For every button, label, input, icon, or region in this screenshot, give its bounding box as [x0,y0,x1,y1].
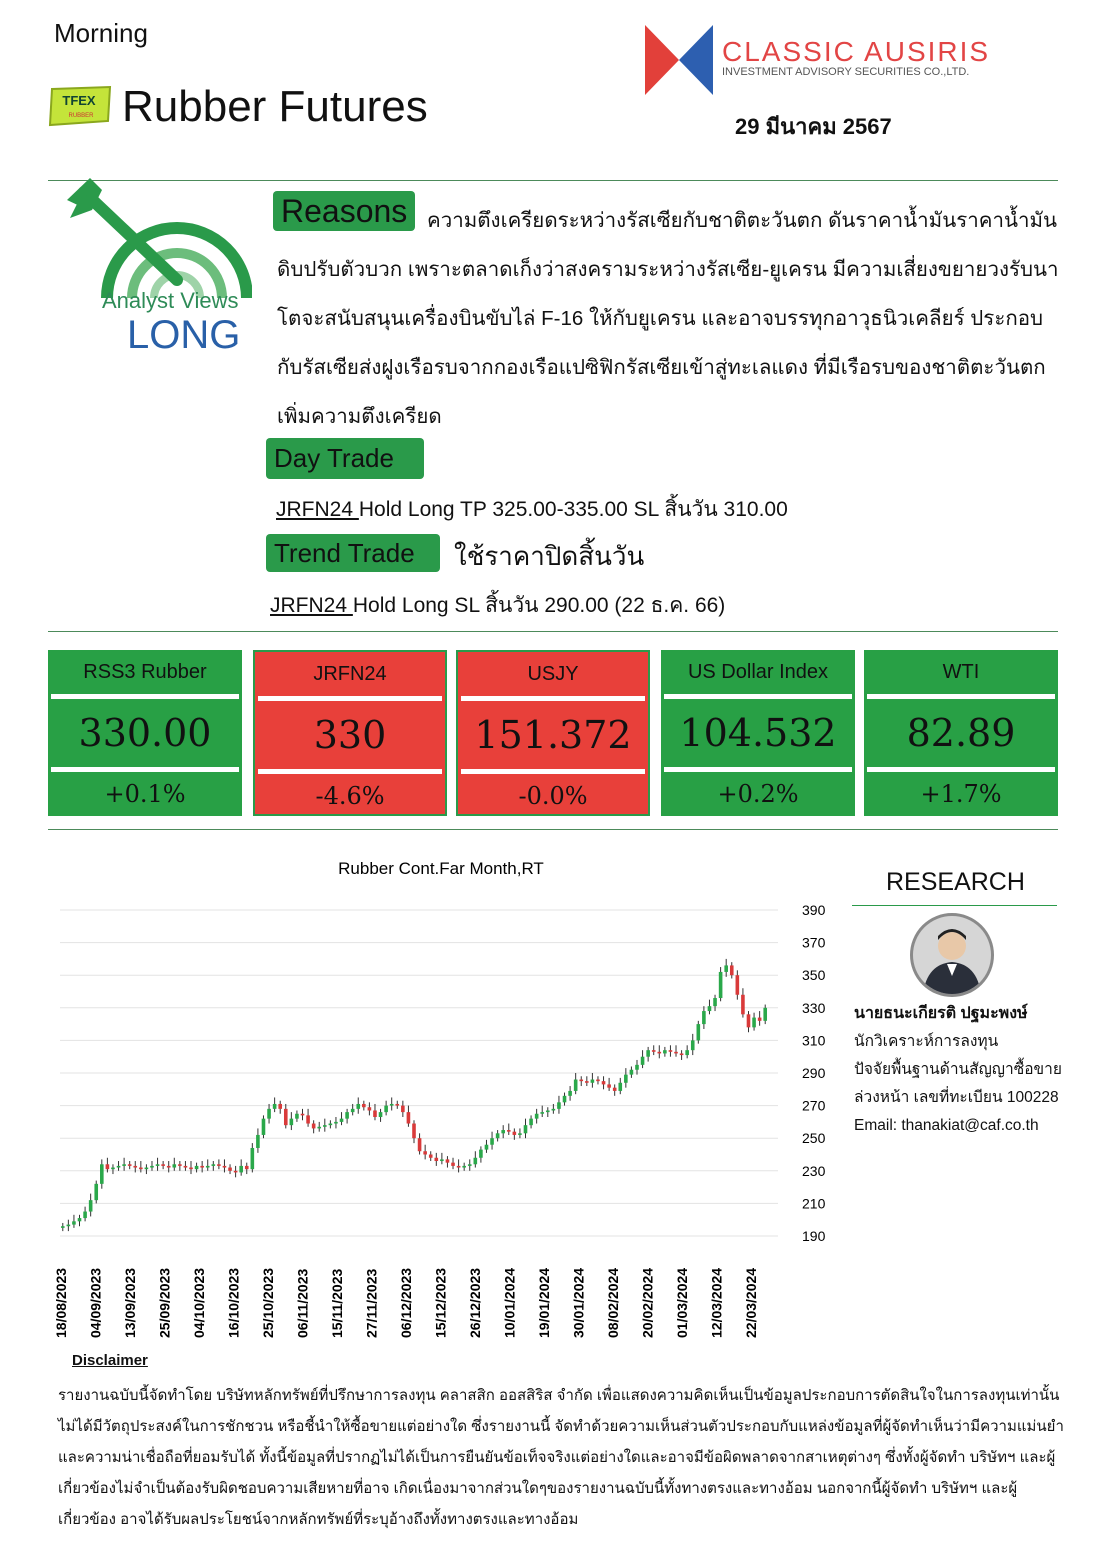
tile-label: RSS3 Rubber [83,661,207,683]
candle [267,1104,271,1124]
candle [485,1140,489,1153]
candle [529,1115,533,1128]
candle [451,1158,455,1169]
candle [278,1101,282,1114]
candle [490,1132,494,1150]
trend-trade-tag: Trend Trade [266,534,440,572]
divider [48,631,1058,632]
tile-change: +0.1% [104,780,186,808]
candle [752,1013,756,1031]
candle [273,1097,277,1112]
reasons-tag: Reasons [273,191,415,231]
y-tick-label: 210 [802,1195,826,1212]
x-tick-label: 10/01/2024 [501,1267,518,1338]
candle [172,1158,176,1171]
candle [618,1078,622,1094]
candle [440,1153,444,1164]
candle [591,1073,595,1088]
candle [290,1112,294,1130]
tile-label: JRFN24 [313,663,387,685]
candle [373,1104,377,1120]
company-logo-mark [645,25,713,95]
candle [568,1086,572,1101]
tile-label: US Dollar Index [687,661,829,683]
candle [524,1119,528,1139]
edition-label: Morning [54,18,148,48]
candle [72,1215,76,1228]
candle [217,1159,221,1169]
candle [407,1106,411,1127]
candle [630,1066,634,1077]
tile-value: 151.372 [474,713,632,757]
tile-usjy [456,650,650,816]
candle [329,1120,333,1128]
x-tick-label: 15/12/2023 [432,1267,449,1338]
candle [535,1109,539,1124]
candle [501,1125,505,1138]
company-subtitle: INVESTMENT ADVISORY SECURITIES CO.,LTD. [722,66,970,78]
x-tick-label: 04/10/2023 [191,1267,207,1338]
candle [401,1101,405,1117]
candle [741,988,745,1017]
day-trade-contract: JRFN24 [276,498,359,521]
candle [652,1045,656,1055]
candle [89,1194,93,1217]
candle [368,1102,372,1115]
x-tick-label: 19/01/2024 [536,1267,552,1338]
y-tick-label: 230 [802,1162,826,1179]
day-trade-line [276,493,788,526]
candle [312,1120,316,1133]
candle [412,1120,416,1143]
candle [713,995,717,1011]
candle [680,1050,684,1060]
candle [212,1161,216,1171]
analyst-dept: ปัจจัยพื้นฐานด้านสัญญาซื้อขาย [854,1061,1062,1078]
candle [641,1050,645,1068]
tile-us-dollar-index [661,650,855,816]
candle [156,1158,160,1171]
candle [206,1159,210,1170]
candle [106,1158,110,1173]
candle [596,1076,600,1084]
x-tick-label: 12/03/2024 [708,1267,725,1338]
report-date: 29 มีนาคม 2567 [735,114,892,139]
y-tick-label: 310 [802,1032,826,1049]
x-tick-label: 01/03/2024 [674,1267,690,1338]
tile-jrfn24 [253,650,447,816]
candle [384,1101,388,1116]
y-tick-label: 330 [802,999,826,1016]
research-heading: RESEARCH [886,868,1025,896]
candle [256,1128,260,1152]
candle [747,1011,751,1032]
candle [234,1166,238,1177]
x-tick-label: 25/10/2023 [260,1267,276,1338]
x-tick-label: 16/10/2023 [225,1267,242,1338]
candle [585,1076,589,1086]
candle [724,959,728,977]
candle [669,1045,673,1056]
candle [94,1181,98,1204]
candle [423,1145,427,1160]
view-direction: LONG [127,313,241,357]
analyst-role: นักวิเคราะห์การลงทุน [854,1033,999,1050]
x-tick-label: 18/08/2023 [53,1267,69,1338]
y-tick-label: 270 [802,1097,826,1114]
tile-value: 330.00 [78,711,212,755]
candle [602,1076,606,1089]
candle [418,1133,422,1154]
divider [852,905,1057,906]
candle [685,1045,689,1058]
candle [379,1109,383,1122]
candle [429,1151,433,1161]
candle [189,1161,193,1174]
candle [697,1021,701,1044]
candle [301,1109,305,1120]
company-name: CLASSIC AUSIRIS [722,36,991,67]
x-tick-label: 30/01/2024 [570,1267,587,1338]
candle [540,1106,544,1117]
candle [284,1104,288,1128]
day-trade-text: Hold Long TP 325.00-335.00 SL สิ้นวัน 310.00 [358,498,788,521]
candle [446,1156,450,1167]
y-tick-label: 390 [802,902,826,918]
tile-change: -0.0% [518,782,588,810]
tile-value: 330 [313,713,387,757]
candle [607,1078,611,1091]
candle [239,1159,243,1175]
page-title: Rubber Futures [122,82,428,131]
candle [61,1223,65,1231]
candle [122,1158,126,1171]
analyst-name: นายธนะเกียรติ ปฐมะพงษ์ [854,1005,1028,1022]
analyst-license: ล่วงหน้า เลขที่ทะเบียน 100228 [854,1089,1059,1106]
y-tick-label: 350 [802,967,826,984]
y-tick-label: 250 [802,1130,826,1147]
candle [390,1097,394,1110]
x-tick-label: 06/12/2023 [398,1267,414,1338]
chart-title: Rubber Cont.Far Month,RT [338,859,544,878]
trend-trade-text: Hold Long SL สิ้นวัน 290.00 (22 ธ.ค. 66) [352,594,726,617]
candle [295,1110,299,1121]
candle [691,1034,695,1055]
candle [557,1096,561,1114]
x-tick-label: 15/11/2023 [329,1268,345,1338]
candle [479,1146,483,1162]
x-tick-label: 13/09/2023 [122,1267,138,1338]
tile-value: 104.532 [679,711,837,755]
rubber-price-chart [48,850,838,1350]
disclaimer-title: Disclaimer [72,1352,148,1369]
candle [340,1112,344,1125]
trend-trade-contract: JRFN24 [270,594,353,617]
trend-trade-note: ใช้ราคาปิดสิ้นวัน [454,541,645,571]
tile-change: +1.7% [920,780,1002,808]
tile-label: WTI [942,661,980,683]
candle [317,1122,321,1132]
tile-value: 82.89 [906,711,1016,755]
candle [496,1130,500,1141]
candle [474,1151,478,1167]
day-trade-tag: Day Trade [266,438,424,479]
candle [563,1093,567,1106]
candle [657,1045,661,1058]
tile-wti [864,650,1058,816]
candle [468,1159,472,1170]
candle [323,1119,327,1132]
candle [434,1153,438,1166]
candle [613,1084,617,1095]
candle [161,1161,165,1169]
candle [145,1164,149,1174]
candle [546,1107,550,1117]
divider [48,829,1058,830]
x-tick-label: 27/11/2023 [363,1268,380,1338]
candle [518,1128,522,1138]
candle [251,1143,255,1172]
svg-text:TFEX: TFEX [62,93,96,108]
y-tick-label: 190 [802,1228,826,1244]
candle [702,1006,706,1029]
candle [674,1045,678,1056]
trend-trade-line [270,589,725,622]
candle [356,1097,360,1113]
candle [117,1161,121,1171]
candle [579,1076,583,1086]
tile-label: USJY [527,663,579,685]
candle [624,1068,628,1088]
x-tick-label: 26/12/2023 [467,1267,483,1338]
candle [635,1060,639,1075]
candle [345,1109,349,1124]
candle [362,1101,366,1111]
candle [100,1159,104,1188]
x-tick-label: 06/11/2023 [294,1268,311,1338]
y-tick-label: 370 [802,934,826,951]
x-tick-label: 08/02/2024 [605,1267,621,1338]
tile-rss3-rubber [48,650,242,816]
candle [111,1164,115,1174]
tile-change: +0.2% [717,780,799,808]
candle [262,1115,266,1138]
tile-change: -4.6% [315,782,385,810]
candle [462,1163,466,1171]
x-tick-label: 04/09/2023 [87,1267,104,1338]
x-tick-label: 22/03/2024 [743,1267,759,1338]
candle [730,962,734,978]
candle [646,1047,650,1062]
analyst-views-label: Analyst Views [102,288,239,313]
candle [78,1215,82,1226]
candle [128,1161,132,1169]
candle [663,1047,667,1057]
tfex-logo [46,85,114,127]
analyst-email: Email: thanakiat@caf.co.th [854,1117,1039,1134]
candle [150,1161,154,1171]
candle [178,1161,182,1171]
candle [245,1163,249,1174]
candle [574,1073,578,1094]
x-tick-label: 25/09/2023 [156,1267,173,1338]
candle [758,1011,762,1026]
candle [719,967,723,1001]
avatar [910,913,994,997]
reasons-text: ความตึงเครียดระหว่างรัสเซียกับชาติตะวันตก ดันราคาน้ำมันราคาน้ำมันดิบปรับตัวบวก เพราะตลาดเก็งว่าสงครามระหว่างรัสเซีย-ยูเครน มีความเสี่ยงขยายวงรับนาโตจะสนับสนุนเครื่องบินขับไล่ F-16 ให้กับยูเครน และอาจบรรทุกอาวุธนิวเคลียร์ ประกอบกับรัสเซียส่งฝูงเรือรบจากกองเรือแปซิฟิกรัสเซียเข้าสู่ทะเลแดง ที่มีเรือรบของชาติตะวันตกเพิ่มความตึงเครียด [277,209,1059,428]
candle [184,1161,188,1171]
candle [395,1101,399,1109]
analyst-info [854,1000,1062,1140]
candle [306,1109,310,1127]
y-tick-label: 290 [802,1065,826,1081]
candle [708,1000,712,1015]
candle [83,1207,87,1222]
svg-text:RUBBER: RUBBER [68,113,94,119]
candle [507,1124,511,1135]
candle [334,1117,338,1128]
candle [67,1220,71,1231]
candle [228,1164,232,1174]
disclaimer-text: รายงานฉบับนี้จัดทำโดย บริษัทหลักทรัพย์ที่ปรึกษาการลงทุน คลาสสิก ออสสิริส จำกัด เพื่อแสดงความคิดเห็นเป็นข้อมูลประกอบการตัดสินใจในการลงทุนเท่านั้น ไม่ได้มีวัตถุประสงค์ในการชักชวน หรือชี้นำให้ซื้อขายแต่อย่างใด ซึ่งรายงานนี้ จัดทำด้วยความเห็นส่วนตัวประกอบกับแหล่งข้อมูลที่ผู้จัดทำเห็นว่ามีความแม่นยำและความน่าเชื่อถือที่ยอมรับได้ ทั้งนี้ข้อมูลที่ปรากฏไม่ได้เป็นการยืนยันข้อเท็จจริงแต่อย่างใดและอาจมีข้อผิดพลาดจากสาเหตุต่างๆ ซึ่งทั้งผู้จัดทำ บริษัทฯ และผู้เกี่ยวข้องไม่จำเป็นต้องรับผิดชอบความเสียหายที่อาจ เกิดเนื่องมาจากส่วนใดๆของรายงานฉบับนี้ทั้งทางตรงและทางอ้อม นอกจากนี้ผู้จัดทำ บริษัทฯ และผู้เกี่ยวข้อง อาจได้รับผลประโยชน์จากหลักทรัพย์ที่ระบุอ้างถึงทั้งทางตรงและทางอ้อม [58,1387,1064,1528]
x-tick-label: 20/02/2024 [639,1267,656,1338]
